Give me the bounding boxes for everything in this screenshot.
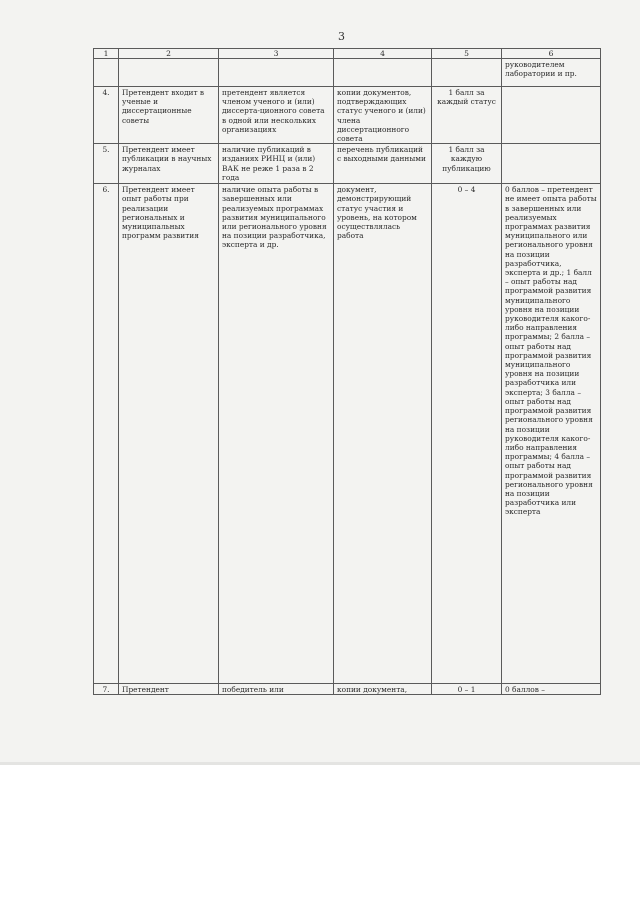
- cell-points: 1 балл за каждую публикацию: [432, 144, 502, 184]
- cell-criterion: Претендент имеет публикации в научных журналах: [119, 144, 219, 184]
- cell-confirmation: перечень публикаций с выходными данными: [334, 144, 432, 184]
- cell-notes: 0 баллов – претендент не имеет опыта работы в завершенных или реализуемых программах развития муниципального или регионального уровня на позиции разработчика, эксперта и др.; 1 балл – опыт работы над программой развития муниципального уровня на позиции руководителя какого-либо направления программы; 2 балла – опыт работы над программой развития муниципального уровня на позиции разработчика или эксперта; 3 балла – опыт работы над программой развития регионального уровня на позиции руководителя какого-либо направления программы; 4 балла – опыт работы над программой развития регионального уровня на позиции разработчика или эксперта: [502, 184, 601, 684]
- cell-criterion: Претендент входит в ученые и диссертационные советы: [119, 87, 219, 144]
- cell-notes: 0 баллов –: [502, 684, 601, 695]
- cell-indicator: наличие опыта работы в завершенных или реализуемых программах развития муниципального или регионального уровня на позиции разработчика, эксперта и др.: [219, 184, 334, 684]
- cell-confirmation: [334, 59, 432, 87]
- header-cell: 3: [219, 49, 334, 59]
- page-number: 3: [338, 30, 345, 43]
- cell-criterion: [119, 59, 219, 87]
- cell-notes: [502, 87, 601, 144]
- cell-criterion: Претендент имеет опыт работы при реализации региональных и муниципальных программ развития: [119, 184, 219, 684]
- header-cell: 2: [119, 49, 219, 59]
- cell-num: 7.: [94, 684, 119, 695]
- cell-confirmation: документ, демонстрирующий статус участия и уровень, на котором осуществлялась работа: [334, 184, 432, 684]
- cell-notes: руководителем лаборатории и пр.: [502, 59, 601, 87]
- cell-indicator: наличие публикаций в изданиях РИНЦ и (или) ВАК не реже 1 раза в 2 года: [219, 144, 334, 184]
- cell-confirmation: копии документа,: [334, 684, 432, 695]
- cell-points: [432, 59, 502, 87]
- page-edge: [0, 762, 640, 765]
- table-row: [94, 684, 601, 695]
- criteria-table: [93, 48, 601, 695]
- header-cell: 6: [502, 49, 601, 59]
- cell-num: 4.: [94, 87, 119, 144]
- table-row-continuation: [94, 59, 601, 87]
- cell-num: 5.: [94, 144, 119, 184]
- table-row: [94, 87, 601, 144]
- cell-num: [94, 59, 119, 87]
- cell-confirmation: копии документов, подтверждающих статус ученого и (или) члена диссертационного совета: [334, 87, 432, 144]
- header-cell: 1: [94, 49, 119, 59]
- cell-indicator: [219, 59, 334, 87]
- table-header-row: [94, 49, 601, 59]
- cell-num: 6.: [94, 184, 119, 684]
- cell-criterion: Претендент: [119, 684, 219, 695]
- cell-indicator: претендент является членом ученого и (или) диссерта-ционного совета в одной или нескольких организациях: [219, 87, 334, 144]
- cell-notes: [502, 144, 601, 184]
- cell-points: 1 балл за каждый статус: [432, 87, 502, 144]
- header-cell: 4: [334, 49, 432, 59]
- header-cell: 5: [432, 49, 502, 59]
- table-row: [94, 144, 601, 184]
- table-row: [94, 184, 601, 684]
- cell-indicator: победитель или: [219, 684, 334, 695]
- cell-points: 0 – 1: [432, 684, 502, 695]
- cell-points: 0 – 4: [432, 184, 502, 684]
